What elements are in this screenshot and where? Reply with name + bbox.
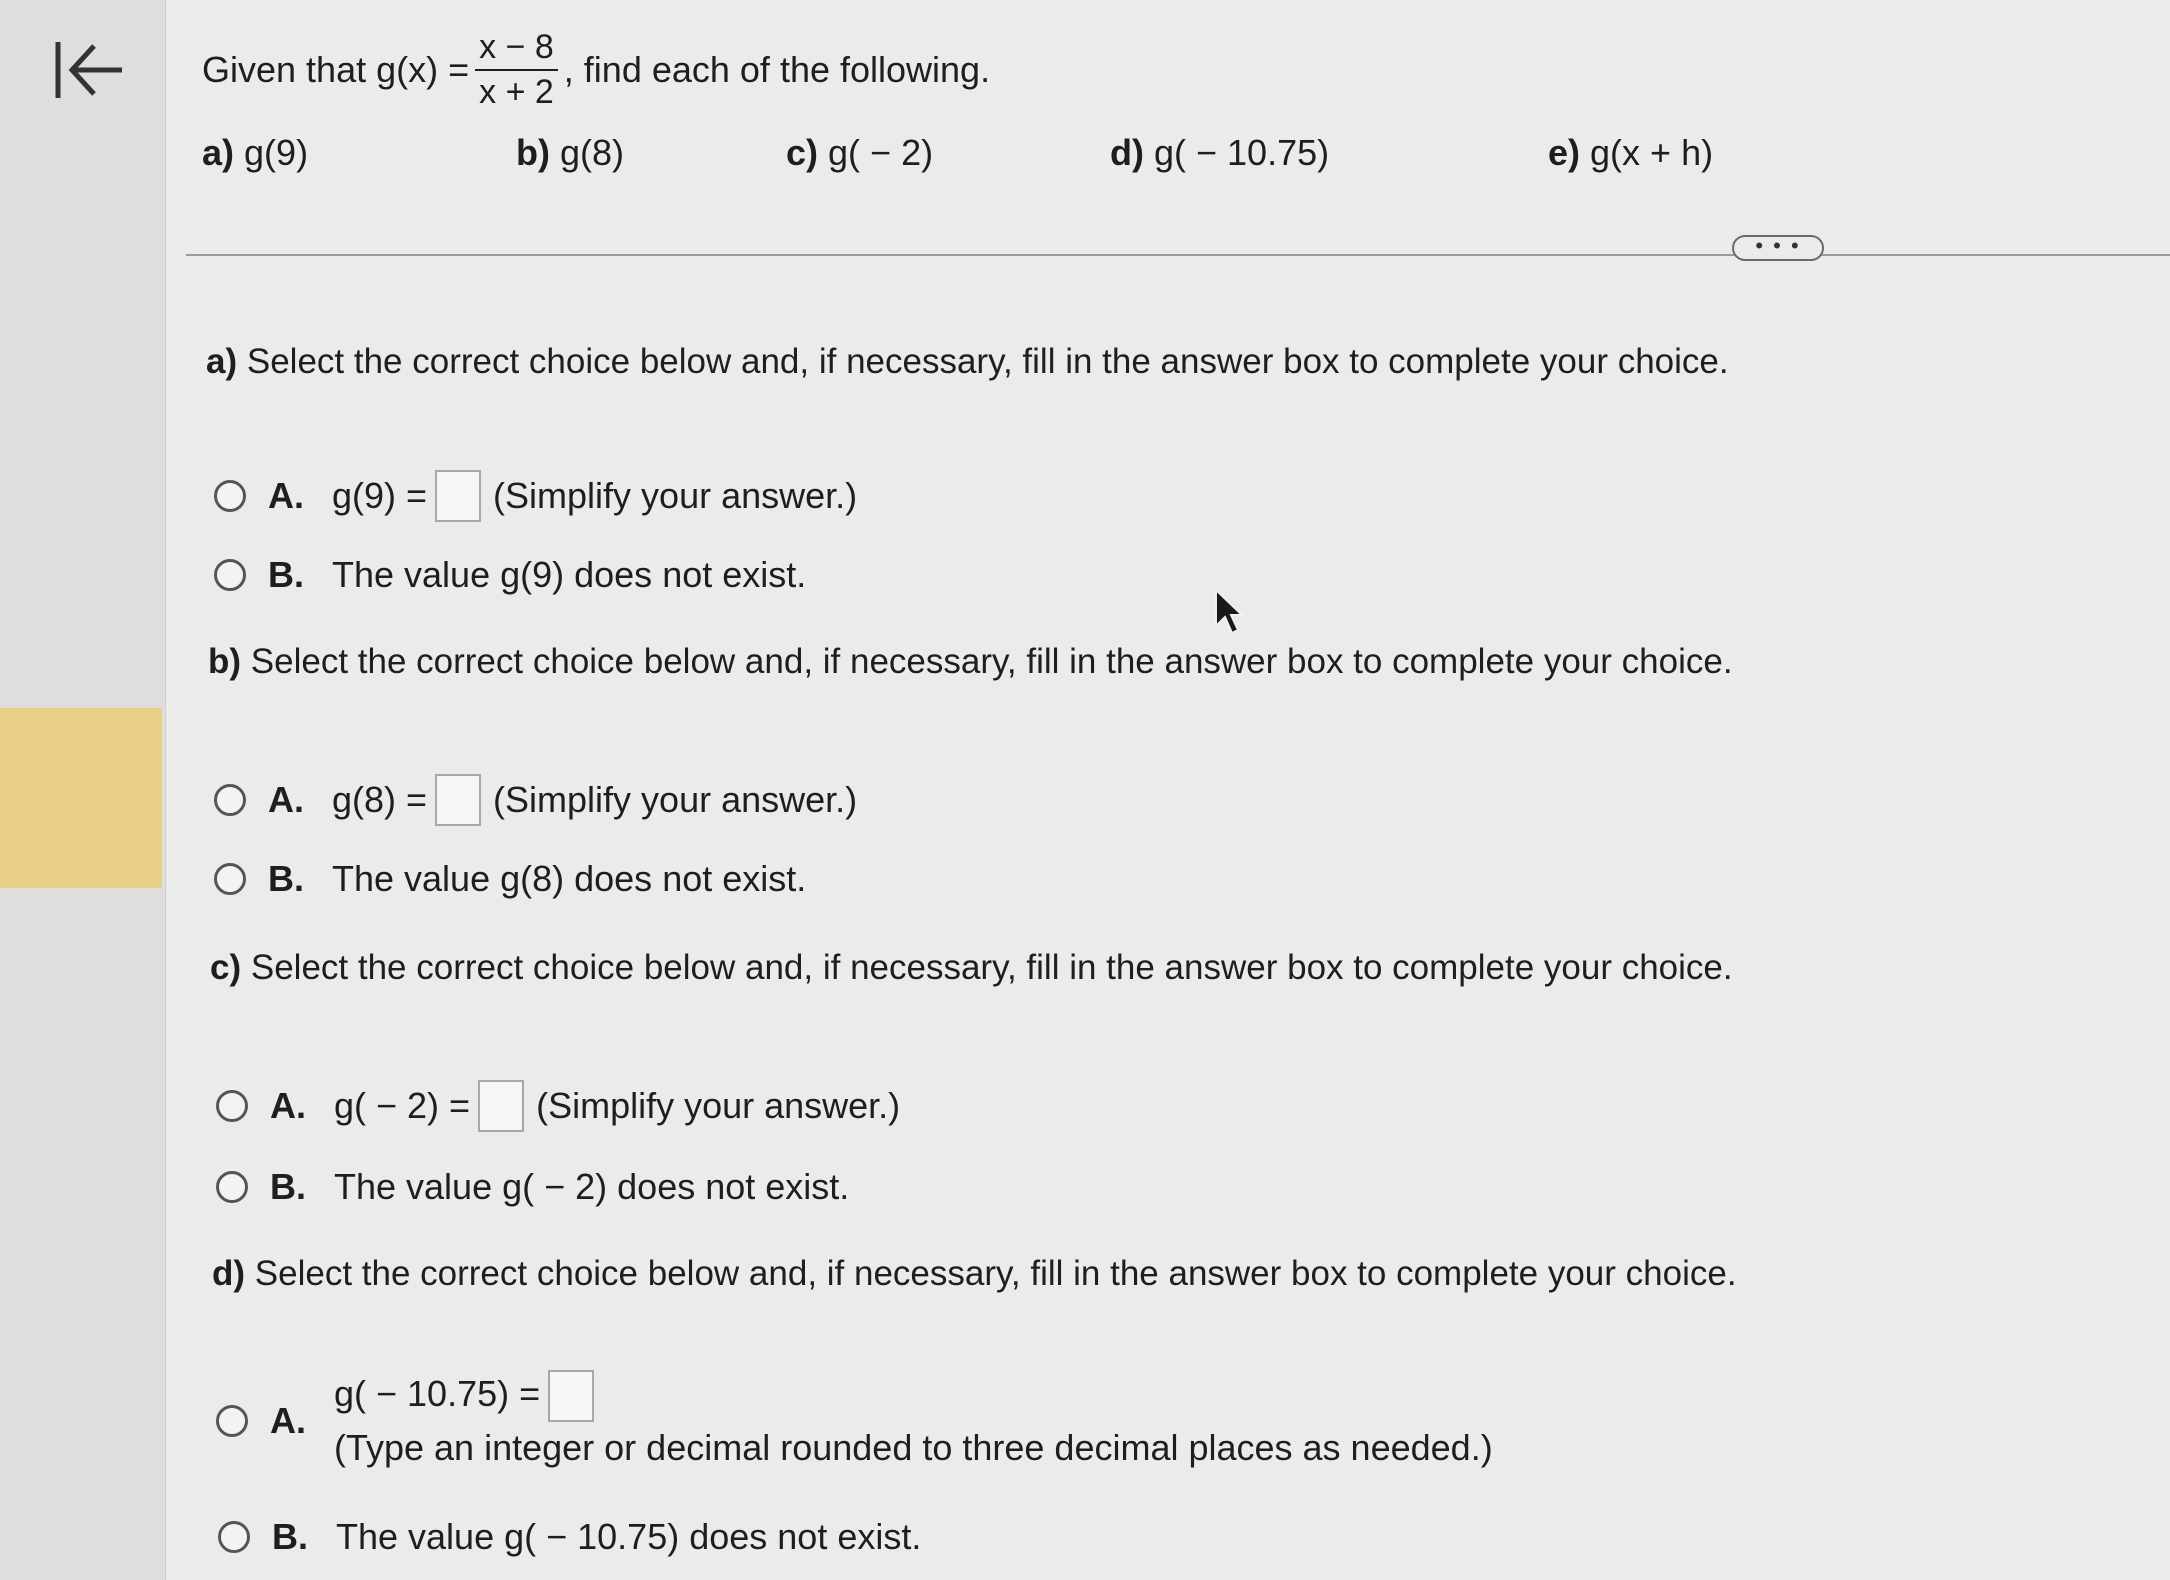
instruction-a: a) Select the correct choice below and, if necessary, fill in the answer box to complete your choice. bbox=[206, 342, 1729, 381]
question-prefix: Given that g(x) = bbox=[202, 49, 470, 91]
radio-d-option-a[interactable] bbox=[216, 1405, 248, 1437]
collapse-sidebar-icon[interactable] bbox=[48, 30, 128, 110]
answer-box-a[interactable] bbox=[435, 470, 481, 522]
fraction-denominator: x + 2 bbox=[479, 73, 554, 112]
radio-d-option-b[interactable] bbox=[218, 1521, 250, 1553]
choice-a-option-b[interactable]: B. The value g(9) does not exist. bbox=[214, 554, 806, 596]
choice-d-option-b[interactable]: B. The value g( − 10.75) does not exist. bbox=[218, 1516, 921, 1558]
answer-box-b[interactable] bbox=[435, 774, 481, 826]
answer-box-d[interactable] bbox=[548, 1370, 594, 1422]
section-divider bbox=[186, 254, 2170, 256]
part-a-label: a) g(9) bbox=[202, 132, 309, 173]
text-c-option-b: The value g( − 2) does not exist. bbox=[334, 1166, 850, 1207]
sidebar bbox=[0, 0, 167, 1580]
radio-c-option-a[interactable] bbox=[216, 1090, 248, 1122]
hint-c: (Simplify your answer.) bbox=[536, 1085, 901, 1126]
mouse-pointer-icon bbox=[1214, 588, 1244, 636]
choice-c-option-a[interactable]: A. g( − 2) = (Simplify your answer.) bbox=[216, 1080, 900, 1132]
radio-b-option-b[interactable] bbox=[214, 863, 246, 895]
expr-d: g( − 10.75) = bbox=[334, 1373, 541, 1414]
expr-a: g(9) = bbox=[332, 475, 428, 516]
part-c-label: c) g( − 2) bbox=[786, 132, 934, 173]
text-a-option-b: The value g(9) does not exist. bbox=[332, 554, 807, 595]
function-fraction bbox=[475, 28, 558, 112]
instruction-b: b) Select the correct choice below and, if necessary, fill in the answer box to complete your choice. bbox=[208, 642, 1733, 681]
hint-a: (Simplify your answer.) bbox=[493, 475, 858, 516]
choice-c-option-b[interactable]: B. The value g( − 2) does not exist. bbox=[216, 1166, 849, 1208]
radio-c-option-b[interactable] bbox=[216, 1171, 248, 1203]
choice-a-option-a[interactable]: A. g(9) = (Simplify your answer.) bbox=[214, 470, 857, 522]
fraction-numerator: x − 8 bbox=[475, 28, 558, 71]
choice-b-option-b[interactable]: B. The value g(8) does not exist. bbox=[214, 858, 806, 900]
question-suffix: , find each of the following. bbox=[563, 49, 991, 91]
hint-b: (Simplify your answer.) bbox=[493, 779, 858, 820]
instruction-c: c) Select the correct choice below and, if necessary, fill in the answer box to complete your choice. bbox=[210, 948, 1733, 987]
radio-a-option-b[interactable] bbox=[214, 559, 246, 591]
part-b-label: b) g(8) bbox=[516, 132, 625, 173]
answer-box-c[interactable] bbox=[478, 1080, 524, 1132]
choice-d-option-a[interactable]: A. g( − 10.75) = (Type an integer or decimal rounded to three decimal places as needed.) bbox=[216, 1368, 1493, 1475]
expr-c: g( − 2) = bbox=[334, 1085, 471, 1126]
question-statement bbox=[202, 28, 990, 112]
hint-d: (Type an integer or decimal rounded to three decimal places as needed.) bbox=[334, 1427, 1493, 1469]
sidebar-current-question-marker bbox=[0, 708, 162, 888]
radio-b-option-a[interactable] bbox=[214, 784, 246, 816]
expr-b: g(8) = bbox=[332, 779, 428, 820]
text-b-option-b: The value g(8) does not exist. bbox=[332, 858, 807, 899]
choice-d-option-a-body bbox=[334, 1368, 1493, 1475]
part-e-label: e) g(x + h) bbox=[1548, 132, 1714, 173]
choice-b-option-a[interactable]: A. g(8) = (Simplify your answer.) bbox=[214, 774, 857, 826]
radio-a-option-a[interactable] bbox=[214, 480, 246, 512]
show-more-button[interactable]: • • • bbox=[1732, 235, 1824, 261]
part-d-label: d) g( − 10.75) bbox=[1110, 132, 1330, 173]
text-d-option-b: The value g( − 10.75) does not exist. bbox=[336, 1516, 922, 1557]
instruction-d: d) Select the correct choice below and, if necessary, fill in the answer box to complete your choice. bbox=[212, 1254, 1737, 1293]
